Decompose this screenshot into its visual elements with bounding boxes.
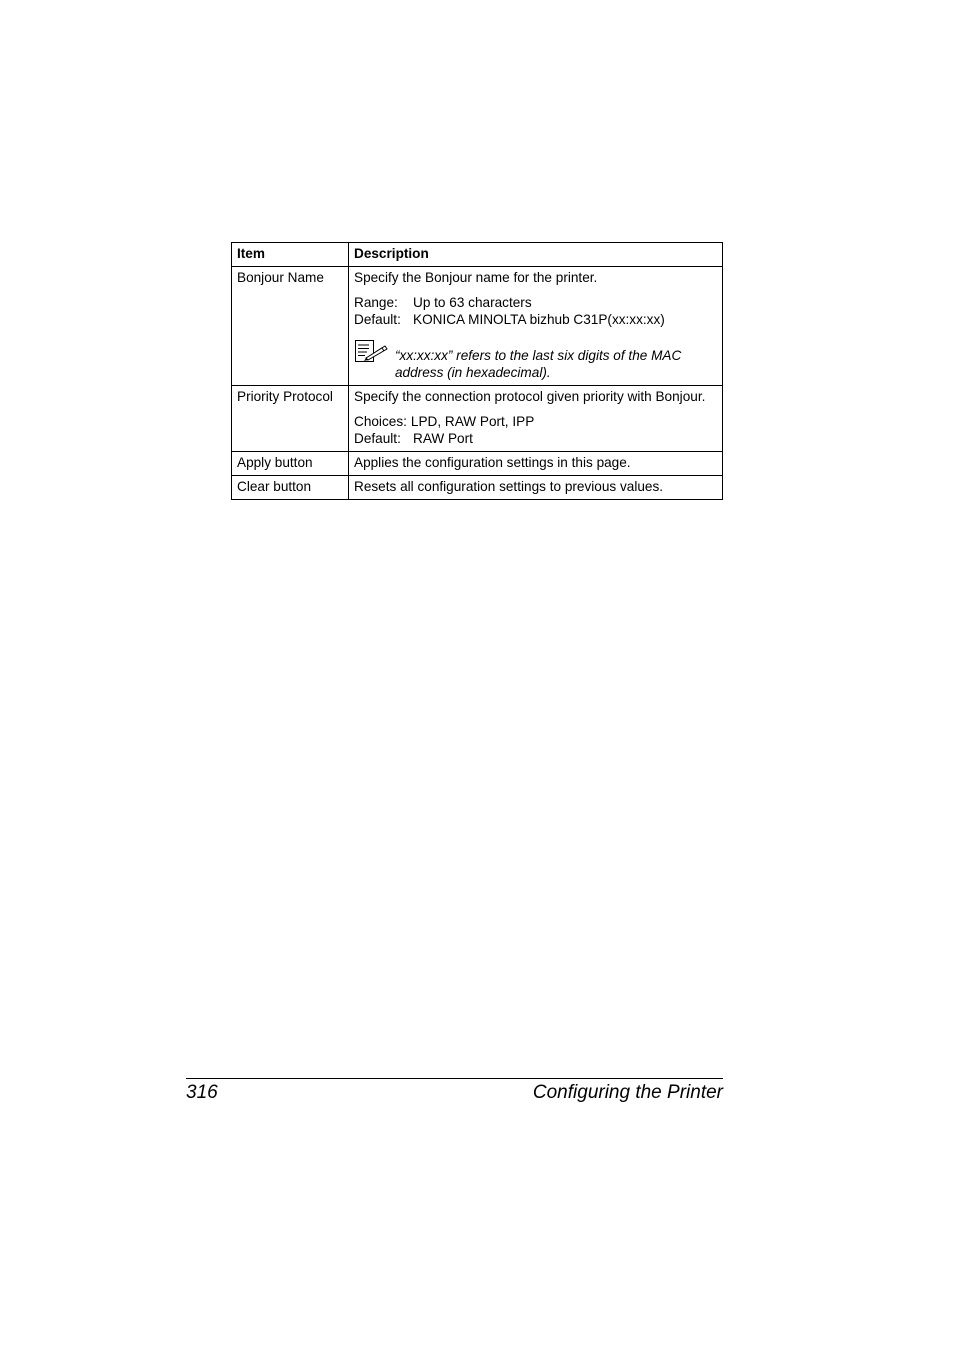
default-value: RAW Port [413,431,473,446]
row-item-name: Apply button [232,452,349,476]
choices-label: Choices: [354,414,407,429]
default-label: Default: [354,312,401,327]
default-value: KONICA MINOLTA bizhub C31P(xx:xx:xx) [413,312,665,327]
header-item: Item [232,243,349,267]
value-block [354,413,717,447]
default-label: Default: [354,431,401,446]
row-description [349,386,723,452]
table-row [232,452,723,476]
row-description [349,267,723,386]
row-item-name: Clear button [232,476,349,500]
row-description: Applies the configuration settings in this page. [349,452,723,476]
row-item-name: Bonjour Name [232,267,349,386]
footer-divider [186,1078,723,1079]
note [354,339,717,381]
chapter-title: Configuring the Printer [532,1082,723,1103]
table-header-row [232,243,723,267]
page-number: 316 [186,1082,218,1103]
table-row [232,476,723,500]
note-pencil-icon [354,339,395,381]
table-row [232,267,723,386]
settings-table [231,242,723,500]
choices-value: LPD, RAW Port, IPP [410,414,535,429]
row-description: Resets all configuration settings to previous values. [349,476,723,500]
description-text: Specify the connection protocol given priority with Bonjour. [354,389,706,404]
note-text: “xx:xx:xx” refers to the last six digits of the MAC address (in hexadecimal). [395,348,682,380]
range-label: Range: [354,295,398,310]
description-text: Specify the Bonjour name for the printer. [354,270,598,285]
row-item-name: Priority Protocol [232,386,349,452]
range-value: Up to 63 characters [413,295,532,310]
table-row [232,386,723,452]
header-description: Description [349,243,723,267]
value-block [354,294,717,328]
